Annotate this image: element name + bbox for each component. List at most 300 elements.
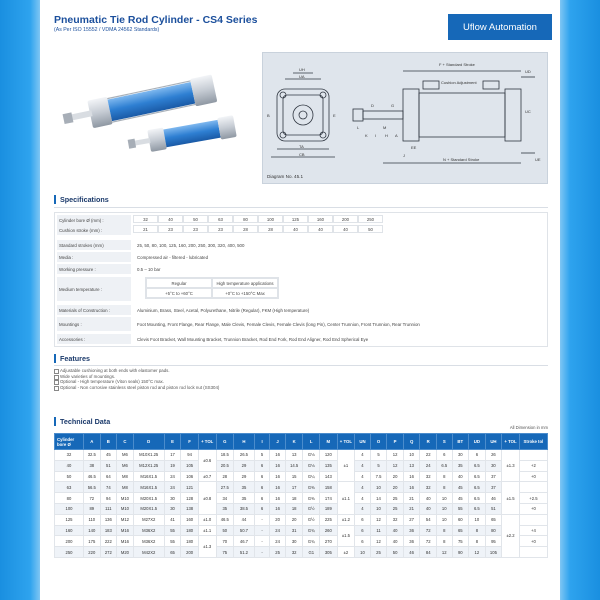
label-standard-stroke-bottom: N + Standard Stroke: [443, 157, 480, 162]
value-cell: 10: [355, 547, 371, 558]
value-cell: 11: [370, 525, 387, 536]
value-cell: 89: [84, 503, 101, 514]
value-cell: G¼: [303, 471, 320, 482]
value-cell: M16X1.5: [133, 471, 164, 482]
value-cell: 6: [469, 450, 486, 461]
value-cell: M20X1.5: [133, 493, 164, 504]
value-cell: 55: [164, 536, 181, 547]
bore-value: 32: [133, 215, 158, 223]
value-cell: 46.7: [234, 536, 255, 547]
bore-cell: 200: [55, 536, 84, 547]
label-ue: UE: [535, 157, 541, 162]
tolerance-cell: [519, 450, 547, 461]
value-cell: 25: [387, 503, 404, 514]
value-cell: 51: [485, 503, 502, 514]
header-cell: M: [320, 434, 338, 450]
value-cell: 5: [370, 450, 387, 461]
specifications-rule: [54, 207, 548, 208]
value-cell: 20.5: [216, 460, 234, 471]
value-cell: 106: [181, 471, 199, 482]
value-cell: 24: [164, 471, 181, 482]
spec-row-media: [55, 252, 547, 262]
cushion-value: 23: [183, 225, 208, 233]
tolerance-cell: +0: [519, 471, 547, 482]
spec-label-strokes: Standard strokes (mm): [57, 240, 131, 250]
value-cell: 225: [320, 514, 338, 525]
value-cell: G¾: [303, 525, 320, 536]
value-cell: 6: [254, 503, 270, 514]
value-cell: 180: [181, 536, 199, 547]
value-cell: 8: [469, 536, 486, 547]
spec-value-accessories: Clevis Foot Bracket, Wall Mounting Bracket, Trunnion Bracket, Rod End Fork, Rod End Aligner, Rod End Spherical Eye: [137, 336, 369, 342]
spec-value-pressure: 0.5 – 10 bar: [137, 266, 161, 272]
value-cell: 56.5: [84, 482, 101, 493]
value-cell: 4: [355, 471, 371, 482]
value-cell: 46.5: [84, 471, 101, 482]
value-cell: 30: [164, 503, 181, 514]
value-cell: 140: [84, 525, 101, 536]
value-cell: M36X2: [133, 536, 164, 547]
temp-high-range: +0°C to +150°C Max: [212, 288, 278, 298]
tolerance-cell: ±1.5: [502, 482, 520, 514]
tolerance-cell: +0: [519, 536, 547, 547]
label-ua: UA: [299, 74, 305, 79]
header-cell: R: [420, 434, 437, 450]
value-cell: 34: [216, 493, 234, 504]
value-cell: 27.5: [216, 482, 234, 493]
value-cell: 220: [84, 547, 101, 558]
label-g: G: [391, 103, 395, 108]
value-cell: M8: [117, 482, 134, 493]
label-standard-stroke-top: F + Standard Stroke: [439, 62, 475, 67]
spec-value-strokes: 25, 50, 80, 100, 125, 160, 200, 250, 300, 320, 400, 500: [137, 242, 245, 248]
value-cell: 14: [370, 493, 387, 504]
header-cell: Q: [403, 434, 420, 450]
spec-value-media: Compressed air - filtered - lubricated: [137, 254, 209, 260]
tolerance-cell: ±1.2: [337, 514, 355, 525]
value-cell: 72: [420, 536, 437, 547]
value-cell: 12: [436, 547, 452, 558]
table-row: [55, 503, 548, 514]
tolerance-cell: ±1: [337, 450, 355, 482]
value-cell: 16: [403, 471, 420, 482]
value-cell: 6: [254, 493, 270, 504]
cushion-value: 28: [258, 225, 283, 233]
value-cell: 65: [485, 514, 502, 525]
value-cell: M20X1.5: [133, 503, 164, 514]
table-row: [55, 536, 548, 547]
cushion-value: 40: [283, 225, 308, 233]
bore-value: 100: [258, 215, 283, 223]
header-cell: UH: [485, 434, 502, 450]
value-cell: 20: [387, 471, 404, 482]
label-ta: TA: [299, 144, 304, 149]
value-cell: M36X2: [133, 525, 164, 536]
value-cell: 20: [270, 514, 286, 525]
value-cell: 24: [164, 482, 181, 493]
value-cell: 40: [420, 493, 437, 504]
value-cell: M8: [117, 471, 134, 482]
features-title: Features: [54, 354, 90, 363]
label-j: J: [403, 153, 405, 158]
value-cell: 28: [216, 471, 234, 482]
value-cell: M6: [117, 450, 134, 461]
label-uc: UC: [525, 109, 531, 114]
value-cell: 6: [355, 536, 371, 547]
spec-label-media: Media :: [57, 252, 131, 262]
label-cb: CB: [299, 152, 305, 157]
value-cell: 84: [420, 547, 437, 558]
value-cell: 32.5: [84, 450, 101, 461]
value-cell: 16: [270, 471, 286, 482]
bore-cell: 160: [55, 525, 84, 536]
technical-data-table: [54, 433, 548, 558]
value-cell: 6.5: [469, 482, 486, 493]
header-cell: P: [387, 434, 404, 450]
value-cell: 10: [370, 503, 387, 514]
value-cell: 38.5: [234, 503, 255, 514]
value-cell: 136: [100, 514, 117, 525]
spec-row-accessories: [55, 334, 547, 344]
value-cell: 18: [285, 493, 303, 504]
value-cell: 8: [436, 471, 452, 482]
value-cell: 15: [285, 471, 303, 482]
value-cell: 24: [270, 536, 286, 547]
value-cell: 55: [452, 503, 469, 514]
table-row: [55, 460, 548, 471]
header-cell: E: [164, 434, 181, 450]
header-cell: Stroke tol: [519, 434, 547, 450]
value-cell: 40: [452, 471, 469, 482]
value-cell: 160: [181, 514, 199, 525]
value-cell: 90: [452, 547, 469, 558]
header-cell: F: [181, 434, 199, 450]
value-cell: 55: [164, 525, 181, 536]
value-cell: 38: [84, 460, 101, 471]
value-cell: 50: [216, 525, 234, 536]
tolerance-cell: ±0.6: [198, 450, 216, 472]
bore-cell: 32: [55, 450, 84, 461]
value-cell: 36: [403, 536, 420, 547]
tolerance-cell: [519, 547, 547, 558]
header: [54, 14, 354, 33]
value-cell: 6.5: [469, 503, 486, 514]
spec-label-bore: Cylinder bore Ø (mm) :: [57, 215, 131, 225]
tolerance-cell: ±2.2: [502, 514, 520, 557]
datasheet-page: [40, 0, 560, 600]
value-cell: 32: [420, 471, 437, 482]
value-cell: G⅛: [303, 450, 320, 461]
value-cell: 6: [254, 460, 270, 471]
value-cell: 51.2: [234, 547, 255, 558]
header-cell: S: [436, 434, 452, 450]
label-e: E: [333, 113, 336, 118]
value-cell: 8: [436, 482, 452, 493]
value-cell: M20: [117, 547, 134, 558]
value-cell: 31: [285, 525, 303, 536]
spec-label-mountings: Mountings :: [57, 317, 131, 331]
value-cell: 40: [387, 525, 404, 536]
specifications-table: [54, 212, 548, 347]
value-cell: 30: [485, 460, 502, 471]
bore-cell: 63: [55, 482, 84, 493]
value-cell: -: [254, 547, 270, 558]
header-cell: UD: [469, 434, 486, 450]
value-cell: 12: [370, 536, 387, 547]
value-cell: 16: [403, 482, 420, 493]
dimension-note: All Dimension in mm: [509, 425, 548, 430]
value-cell: 10: [436, 503, 452, 514]
value-cell: 12: [370, 514, 387, 525]
label-l: L: [357, 125, 360, 130]
value-cell: 60: [452, 514, 469, 525]
value-cell: M6: [117, 460, 134, 471]
diagram-drawing: [263, 53, 549, 185]
cushion-values: [133, 225, 383, 233]
label-uh: UH: [299, 67, 305, 72]
value-cell: 35: [234, 493, 255, 504]
spec-row-strokes: [55, 240, 547, 250]
tolerance-cell: +0: [519, 503, 547, 514]
label-b: B: [267, 113, 270, 118]
value-cell: 18.5: [216, 450, 234, 461]
value-cell: 135: [320, 460, 338, 471]
bore-cell: 40: [55, 460, 84, 471]
header-cell: J: [270, 434, 286, 450]
label-d: D: [371, 103, 374, 108]
value-cell: 111: [100, 503, 117, 514]
spec-label-accessories: Accessories :: [57, 334, 131, 344]
cylinder-photo: [54, 52, 254, 182]
value-cell: 50: [387, 547, 404, 558]
value-cell: 12: [469, 547, 486, 558]
table-row: [55, 493, 548, 504]
header-cell: Cylinder bore Ø: [55, 434, 84, 450]
value-cell: 6: [254, 471, 270, 482]
value-cell: 4: [355, 482, 371, 493]
value-cell: G¾: [303, 536, 320, 547]
cushion-value: 28: [233, 225, 258, 233]
value-cell: 120: [320, 450, 338, 461]
value-cell: 80: [485, 525, 502, 536]
value-cell: 4: [355, 493, 371, 504]
value-cell: 260: [320, 525, 338, 536]
header-cell: K: [285, 434, 303, 450]
spec-row-bore: [55, 215, 547, 225]
value-cell: 72: [420, 525, 437, 536]
tolerance-cell: +4: [519, 525, 547, 536]
header-cell: + TOL: [502, 434, 520, 450]
value-cell: 32: [285, 547, 303, 558]
cushion-value: 50: [358, 225, 383, 233]
value-cell: 16: [270, 482, 286, 493]
header-cell: BT: [452, 434, 469, 450]
bore-value: 40: [158, 215, 183, 223]
label-ee: EE: [411, 145, 417, 150]
spec-value-materials: Aluminium, Brass, Steel, Acetal, Polyurethane, Nitrile (Regular), FKM (High temperature): [137, 307, 310, 313]
value-cell: 46: [485, 493, 502, 504]
value-cell: 37: [485, 482, 502, 493]
label-ud: UD: [525, 69, 531, 74]
table-row: [55, 547, 548, 558]
value-cell: 189: [320, 503, 338, 514]
spec-label-temperature: Medium temperature :: [57, 277, 131, 301]
value-cell: 180: [181, 525, 199, 536]
value-cell: 22: [420, 450, 437, 461]
value-cell: M10: [117, 493, 134, 504]
value-cell: 6: [254, 482, 270, 493]
value-cell: M27X2: [133, 514, 164, 525]
value-cell: 25: [387, 493, 404, 504]
tolerance-cell: ±1.1: [198, 525, 216, 536]
value-cell: G⅛: [303, 460, 320, 471]
value-cell: 27: [403, 514, 420, 525]
value-cell: 8: [469, 525, 486, 536]
value-cell: 46.5: [216, 514, 234, 525]
value-cell: 105: [181, 460, 199, 471]
spec-value-mountings: Foot Mounting, Front Flange, Rear Flange, Male Clevis, Female Clevis, Female Clevis (long Pin), Center Trunnion, Front Trunnion, Rear Trunnion: [137, 321, 420, 327]
value-cell: M16X1.5: [133, 482, 164, 493]
value-cell: 74: [100, 482, 117, 493]
bore-cell: 100: [55, 503, 84, 514]
small-cylinder: [127, 115, 237, 155]
value-cell: G1: [303, 547, 320, 558]
header-cell: G: [216, 434, 234, 450]
value-cell: 40: [387, 536, 404, 547]
bore-cell: 80: [55, 493, 84, 504]
value-cell: 5: [370, 460, 387, 471]
spec-row-materials: [55, 305, 547, 315]
value-cell: -: [254, 514, 270, 525]
value-cell: 35: [216, 503, 234, 514]
value-cell: 6.5: [436, 460, 452, 471]
brand-badge: Uflow Automation: [448, 14, 552, 40]
value-cell: 45: [452, 493, 469, 504]
tolerance-cell: ±2: [337, 547, 355, 558]
value-cell: 175: [84, 536, 101, 547]
value-cell: 20: [285, 514, 303, 525]
bore-cell: 50: [55, 471, 84, 482]
value-cell: 272: [100, 547, 117, 558]
table-row: [55, 525, 548, 536]
bore-value: 160: [308, 215, 333, 223]
value-cell: 183: [100, 525, 117, 536]
value-cell: 35: [452, 460, 469, 471]
value-cell: 143: [320, 471, 338, 482]
technical-data-title: Technical Data: [54, 417, 110, 426]
value-cell: 50.7: [234, 525, 255, 536]
value-cell: 8: [436, 536, 452, 547]
value-cell: 6.5: [469, 493, 486, 504]
table-row: [55, 514, 548, 525]
cushion-value: 40: [333, 225, 358, 233]
value-cell: 222: [100, 536, 117, 547]
value-cell: 26: [485, 450, 502, 461]
value-cell: 30: [285, 536, 303, 547]
value-cell: 6: [355, 514, 371, 525]
value-cell: G⅜: [303, 482, 320, 493]
value-cell: M10X1.25: [133, 450, 164, 461]
value-cell: 26.5: [234, 450, 255, 461]
value-cell: 4: [355, 460, 371, 471]
features-rule: [54, 365, 548, 366]
value-cell: 128: [181, 493, 199, 504]
value-cell: 4: [355, 503, 371, 514]
value-cell: 95: [485, 536, 502, 547]
specifications-title: Specifications: [54, 195, 109, 204]
value-cell: 19: [164, 460, 181, 471]
label-k: K: [365, 133, 368, 138]
value-cell: 10: [469, 514, 486, 525]
value-cell: 16: [270, 493, 286, 504]
header-cell: I: [254, 434, 270, 450]
tolerance-cell: ±0.8: [198, 482, 216, 514]
value-cell: 65: [452, 525, 469, 536]
value-cell: 10: [436, 493, 452, 504]
bore-value: 125: [283, 215, 308, 223]
header-cell: B: [100, 434, 117, 450]
value-cell: 16: [270, 460, 286, 471]
value-cell: 94: [181, 450, 199, 461]
value-cell: 70: [216, 536, 234, 547]
spec-label-pressure: Working pressure :: [57, 264, 131, 274]
value-cell: G½: [303, 503, 320, 514]
tolerance-cell: ±1.5: [337, 525, 355, 547]
temp-regular-header: Regular: [146, 278, 212, 288]
value-cell: 37: [485, 471, 502, 482]
value-cell: 51: [100, 460, 117, 471]
value-cell: 200: [181, 547, 199, 558]
spec-label-cushion: Cushion stroke (mm) :: [57, 225, 131, 235]
value-cell: 75: [452, 536, 469, 547]
value-cell: 5: [254, 450, 270, 461]
cushion-value: 23: [208, 225, 233, 233]
value-cell: 10: [436, 514, 452, 525]
value-cell: 305: [320, 547, 338, 558]
value-cell: G½: [303, 514, 320, 525]
value-cell: 18: [285, 503, 303, 514]
table-header-row: [55, 434, 548, 450]
feature-item: Adjustable cushioning at both ends with elastomer pads.: [54, 368, 354, 374]
tolerance-cell: ±1.1: [337, 482, 355, 514]
value-cell: G⅜: [303, 493, 320, 504]
value-cell: 40: [420, 503, 437, 514]
header-cell: + TOL: [337, 434, 355, 450]
value-cell: 158: [320, 482, 338, 493]
diagram-caption: Diagram No. 45.1: [267, 174, 304, 179]
spec-label-materials: Materials of Construction :: [57, 305, 131, 315]
value-cell: 35: [234, 482, 255, 493]
value-cell: 105: [485, 547, 502, 558]
cushion-value: 21: [133, 225, 158, 233]
value-cell: 17: [164, 450, 181, 461]
value-cell: 6.5: [469, 460, 486, 471]
value-cell: 30: [164, 493, 181, 504]
value-cell: 72: [84, 493, 101, 504]
value-cell: 10: [403, 450, 420, 461]
tolerance-cell: +2.5: [519, 493, 547, 504]
bore-cell: 125: [55, 514, 84, 525]
value-cell: M16: [117, 525, 134, 536]
spec-row-pressure: [55, 264, 547, 274]
temp-regular-range: +5°C to +60°C: [146, 288, 212, 298]
value-cell: 20: [387, 482, 404, 493]
label-a: A: [395, 133, 398, 138]
value-cell: M10: [117, 503, 134, 514]
value-cell: 16: [270, 503, 286, 514]
value-cell: 7.5: [370, 471, 387, 482]
value-cell: 6: [436, 450, 452, 461]
